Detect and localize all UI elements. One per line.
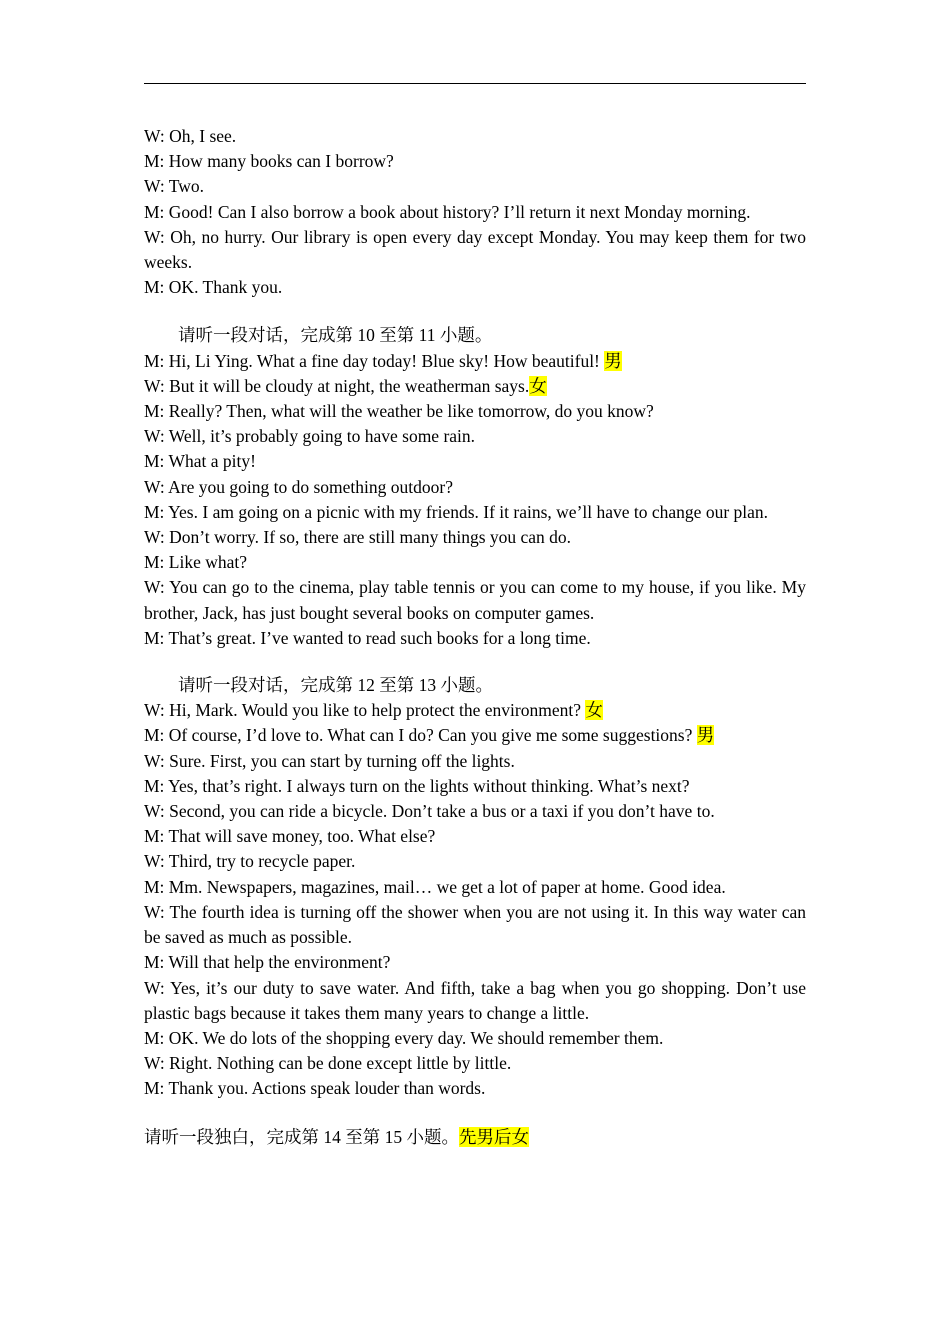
dialogue-line: M: Good! Can I also borrow a book about history? I’ll return it next Monday morning. — [144, 201, 751, 222]
dialogue-line — [144, 349, 806, 374]
dialogue-line: W: Don’t worry. If so, there are still many things you can do. — [144, 527, 572, 548]
dialogue-line: W: You can go to the cinema, play table tennis or you can come to my house, if you like. My brother, Jack, has just bought several books on computer games. — [144, 577, 806, 623]
dialogue-line: W: Oh, no hurry. Our library is open every day except Monday. You may keep them for two weeks. — [144, 226, 806, 273]
dialogue-line: W: Well, it’s probably going to have some rain. — [144, 426, 476, 447]
dialogue-line: M: OK. Thank you. — [144, 277, 283, 298]
dialogue-line: M: What a pity! — [144, 451, 256, 472]
dialogue-line: W: Oh, I see. — [144, 126, 237, 146]
dialogue-line: M: Like what? — [144, 552, 248, 573]
speaker-mark-highlight: 男 — [696, 725, 715, 746]
section-title-10-11: 请听一段对话，完成第 10 至第 11 小题。 — [178, 325, 493, 346]
dialogue-line: W: Are you going to do something outdoor? — [144, 476, 453, 497]
dialogue-text: W: But it will be cloudy at night, the weatherman says. — [144, 375, 530, 396]
section-gap — [144, 1102, 806, 1125]
header-rule — [144, 83, 806, 84]
dialogue-line: W: Sure. First, you can start by turning off the lights. — [144, 750, 515, 771]
dialogue-line: M: That will save money, too. What else? — [144, 826, 436, 847]
dialogue-text: W: Hi, Mark. Would you like to help protect the environment? — [144, 700, 586, 721]
dialogue-line: M: Really? Then, what will the weather be like tomorrow, do you know? — [144, 401, 654, 422]
dialogue-text: M: Of course, I’d love to. What can I do? Can you give me some suggestions? — [144, 725, 697, 746]
dialogue-line: W: Third, try to recycle paper. — [144, 851, 356, 872]
section-title-12-13: 请听一段对话，完成第 12 至第 13 小题。 — [178, 675, 493, 696]
dialogue-line — [144, 723, 806, 748]
dialogue-line: M: Will that help the environment? — [144, 952, 391, 973]
dialogue-text: M: Hi, Li Ying. What a fine day today! Blue sky! How beautiful! — [144, 350, 605, 371]
dialogue-line: M: How many books can I borrow? — [144, 151, 394, 172]
dialogue-line: W: Two. — [144, 176, 205, 197]
speaker-mark-highlight: 女 — [529, 375, 547, 396]
dialogue-line: W: The fourth idea is turning off the shower when you are not using it. In this way water can be saved as much as possible. — [144, 901, 806, 948]
dialogue-line: M: Yes. I am going on a picnic with my friends. If it rains, we’ll have to change our plan. — [144, 501, 769, 522]
dialogue-line: M: That’s great. I’ve wanted to read such books for a long time. — [144, 627, 591, 648]
dialogue-line: M: Thank you. Actions speak louder than words. — [144, 1078, 486, 1099]
dialogue-line — [144, 698, 806, 723]
dialogue-line: W: Right. Nothing can be done except little by little. — [144, 1053, 512, 1074]
section-gap — [144, 651, 806, 673]
dialogue-line: M: Yes, that’s right. I always turn on the lights without thinking. What’s next? — [144, 775, 690, 796]
speaker-order-highlight: 先男后女 — [459, 1126, 529, 1147]
dialogue-line: W: Second, you can ride a bicycle. Don’t take a bus or a taxi if you don’t have to. — [144, 801, 715, 822]
section-title-text: 请听一段独白，完成第 14 至第 15 小题。 — [144, 1126, 459, 1147]
speaker-mark-highlight: 男 — [604, 350, 622, 371]
dialogue-line: W: Yes, it’s our duty to save water. And fifth, take a bag when you go shopping. Don’t use plastic bags because it takes them many years to change a little. — [144, 977, 806, 1023]
document-body — [144, 124, 806, 1150]
speaker-mark-highlight: 女 — [585, 700, 603, 721]
dialogue-line — [144, 374, 806, 399]
dialogue-line: M: OK. We do lots of the shopping every day. We should remember them. — [144, 1027, 664, 1048]
section-gap — [144, 300, 806, 323]
dialogue-line: M: Mm. Newspapers, magazines, mail… we get a lot of paper at home. Good idea. — [144, 876, 726, 897]
section-title-14-15 — [144, 1125, 806, 1150]
